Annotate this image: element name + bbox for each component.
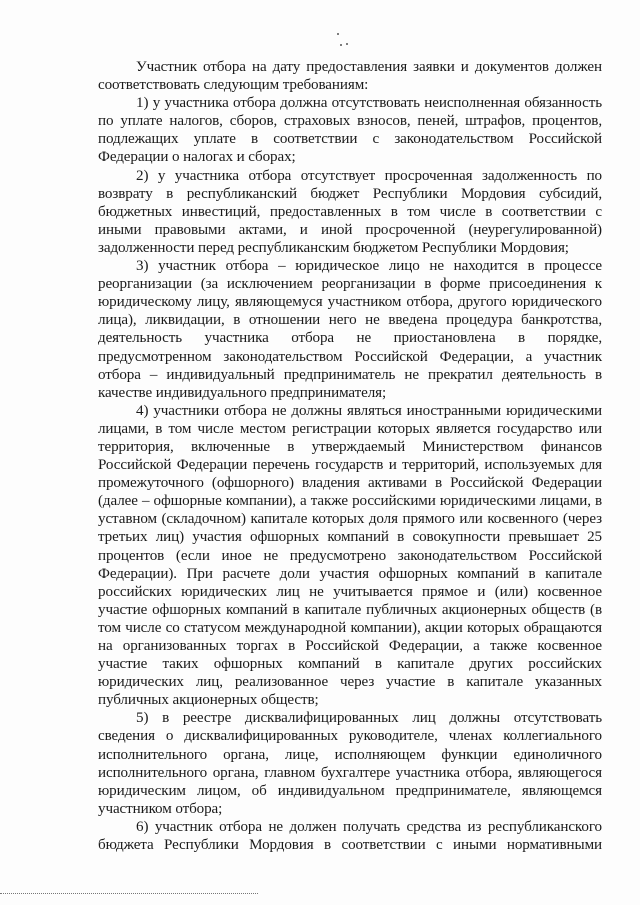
requirement-2: 2) у участника отбора отсутствует просроченная задолженность по возврату в республиканский бюджет Республики Мордовия субсидий, бюджетных инвестиций, предоставленных в том числе в соответствии с иными правовыми актами, и иной просроченной (неурегулированной) задолженности перед республиканским бюджетом Республики Мордовия;: [98, 167, 602, 256]
scan-speck: [340, 44, 342, 46]
footer-rule: [0, 893, 258, 894]
requirement-3: 3) участник отбора – юридическое лицо не находится в процессе реорганизации (за исключением реорганизации в форме присоединения к юридическому лицу, являющемуся участником отбора, другого юридического лица), ликвидации, в отношении него не введена процедура банкротства, деятельность участника отбора не приостановлена в порядке, предусмотренном законодательством Российской Федерации, а участник отбора – индивидуальный предприниматель не прекратил деятельность в качестве индивидуального предпринимателя;: [98, 258, 602, 401]
requirement-4: 4) участники отбора не должны являться иностранными юридическими лицами, в том числе местом регистрации которых является государство или территория, включенные в утверждаемый Министерством финансов Российской Федерации перечень государств и территорий, используемых для промежуточного (офшорного) владения активами в Российской Федерации (далее – офшорные компании), а также российскими юридическими лицами, в уставном (складочном) капитале которых доля прямого или косвенного (через третьих лиц) участия офшорных компаний в совокупности превышает 25 процентов (если иное не предусмотрено законодательством Российской Федерации). При расчете доли участия офшорных компаний в капитале российских юридических лиц не учитывается прямое и (или) косвенное участие офшорных компаний в капитале публичных акционерных обществ (в том числе со статусом международной компании), акции которых обращаются на организованных торгах в Российской Федерации, а также косвенное участие таких офшорных компаний в капитале других российских юридических лиц, реализованное через участие в капитале указанных публичных акционерных обществ;: [98, 402, 602, 709]
scan-speck: [346, 43, 348, 45]
requirement-6: 6) участник отбора не должен получать средства из республиканского бюджета Республики Мордовия в соответствии с иными нормативными: [98, 818, 602, 854]
intro-paragraph: Участник отбора на дату предоставления заявки и документов должен соответствовать следующим требованиям:: [98, 59, 602, 94]
requirement-5: 5) в реестре дисквалифицированных лиц должны отсутствовать сведения о дисквалифицированных руководителе, членах коллегиального исполнительного органа, лице, исполняющем функции единоличного исполнительного органа, главном бухгалтере участника отбора, являющегося юридическим лицом, об индивидуальном предпринимателе, являющемся участником отбора;: [98, 710, 602, 817]
document-body: [98, 58, 602, 854]
scan-speck: [337, 33, 339, 35]
requirement-1: 1) у участника отбора должна отсутствовать неисполненная обязанность по уплате налогов, сборов, страховых взносов, пеней, штрафов, процентов, подлежащих уплате в соответствии с законодательством Российской Федерации о налогах и сборах;: [98, 95, 602, 166]
